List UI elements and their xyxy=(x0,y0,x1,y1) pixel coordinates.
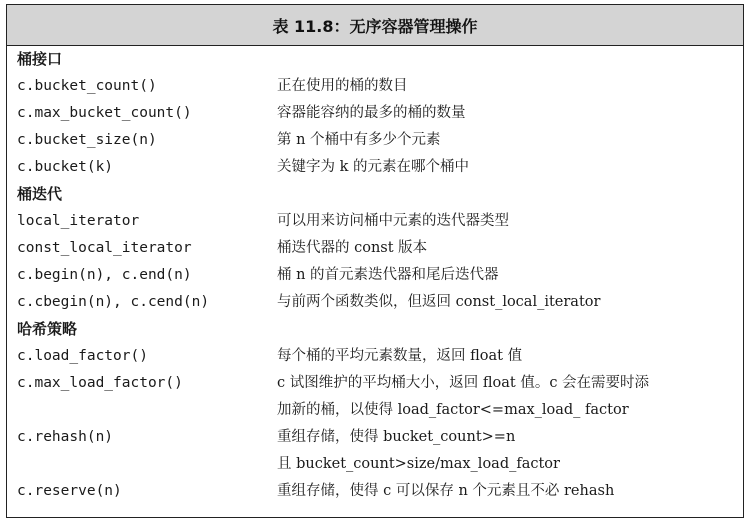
table-row xyxy=(7,262,743,289)
row-code: const_local_iterator xyxy=(17,240,192,256)
row-code: c.max_bucket_count() xyxy=(17,105,192,121)
row-code: c.load_factor() xyxy=(17,348,148,364)
row-code: c.reserve(n) xyxy=(17,483,122,499)
row-desc-continued: 且 bucket_count>size/max_load_factor xyxy=(277,456,560,472)
table-row xyxy=(7,289,743,316)
table-row xyxy=(7,100,743,127)
row-desc: 重组存储，使得 bucket_count>=n xyxy=(277,429,516,445)
row-code: c.cbegin(n), c.cend(n) xyxy=(17,294,210,310)
row-code: c.rehash(n) xyxy=(17,429,114,445)
table-row xyxy=(7,343,743,370)
table-row xyxy=(7,235,743,262)
section-heading-bucket-iteration: 桶迭代 xyxy=(17,185,63,203)
row-desc: 第 n 个桶中有多少个元素 xyxy=(277,132,441,148)
row-desc: 关键字为 k 的元素在哪个桶中 xyxy=(277,159,470,175)
row-desc: 每个桶的平均元素数量，返回 float 值 xyxy=(277,348,523,364)
row-code: c.begin(n), c.end(n) xyxy=(17,267,192,283)
row-desc: 容器能容纳的最多的桶的数量 xyxy=(277,105,466,121)
row-desc: 桶迭代器的 const 版本 xyxy=(277,240,428,256)
row-desc: 桶 n 的首元素迭代器和尾后迭代器 xyxy=(277,267,499,283)
unordered-container-ops-table xyxy=(6,4,744,518)
row-desc: 与前两个函数类似，但返回 const_local_iterator xyxy=(277,294,601,310)
table-title: 表 11.8：无序容器管理操作 xyxy=(7,5,743,46)
row-desc-continued: 加新的桶，以使得 load_factor<=max_load_ factor xyxy=(277,402,629,418)
table-row xyxy=(7,370,743,424)
row-desc: c 试图维护的平均桶大小，返回 float 值。c 会在需要时添 xyxy=(277,375,650,391)
row-code: local_iterator xyxy=(17,213,140,229)
row-desc: 可以用来访问桶中元素的迭代器类型 xyxy=(277,213,509,229)
row-desc: 正在使用的桶的数目 xyxy=(277,78,408,94)
row-code: c.max_load_factor() xyxy=(17,375,183,391)
row-code: c.bucket(k) xyxy=(17,159,114,175)
section-heading-hash-policy: 哈希策略 xyxy=(17,320,78,338)
row-desc: 重组存储，使得 c 可以保存 n 个元素且不必 rehash xyxy=(277,483,615,499)
table-row xyxy=(7,154,743,181)
table-row xyxy=(7,127,743,154)
section-heading-bucket-interface: 桶接口 xyxy=(17,50,63,68)
table-row xyxy=(7,208,743,235)
table-row xyxy=(7,478,743,505)
row-code: c.bucket_size(n) xyxy=(17,132,157,148)
table-row xyxy=(7,424,743,478)
table-row xyxy=(7,73,743,100)
row-code: c.bucket_count() xyxy=(17,78,157,94)
